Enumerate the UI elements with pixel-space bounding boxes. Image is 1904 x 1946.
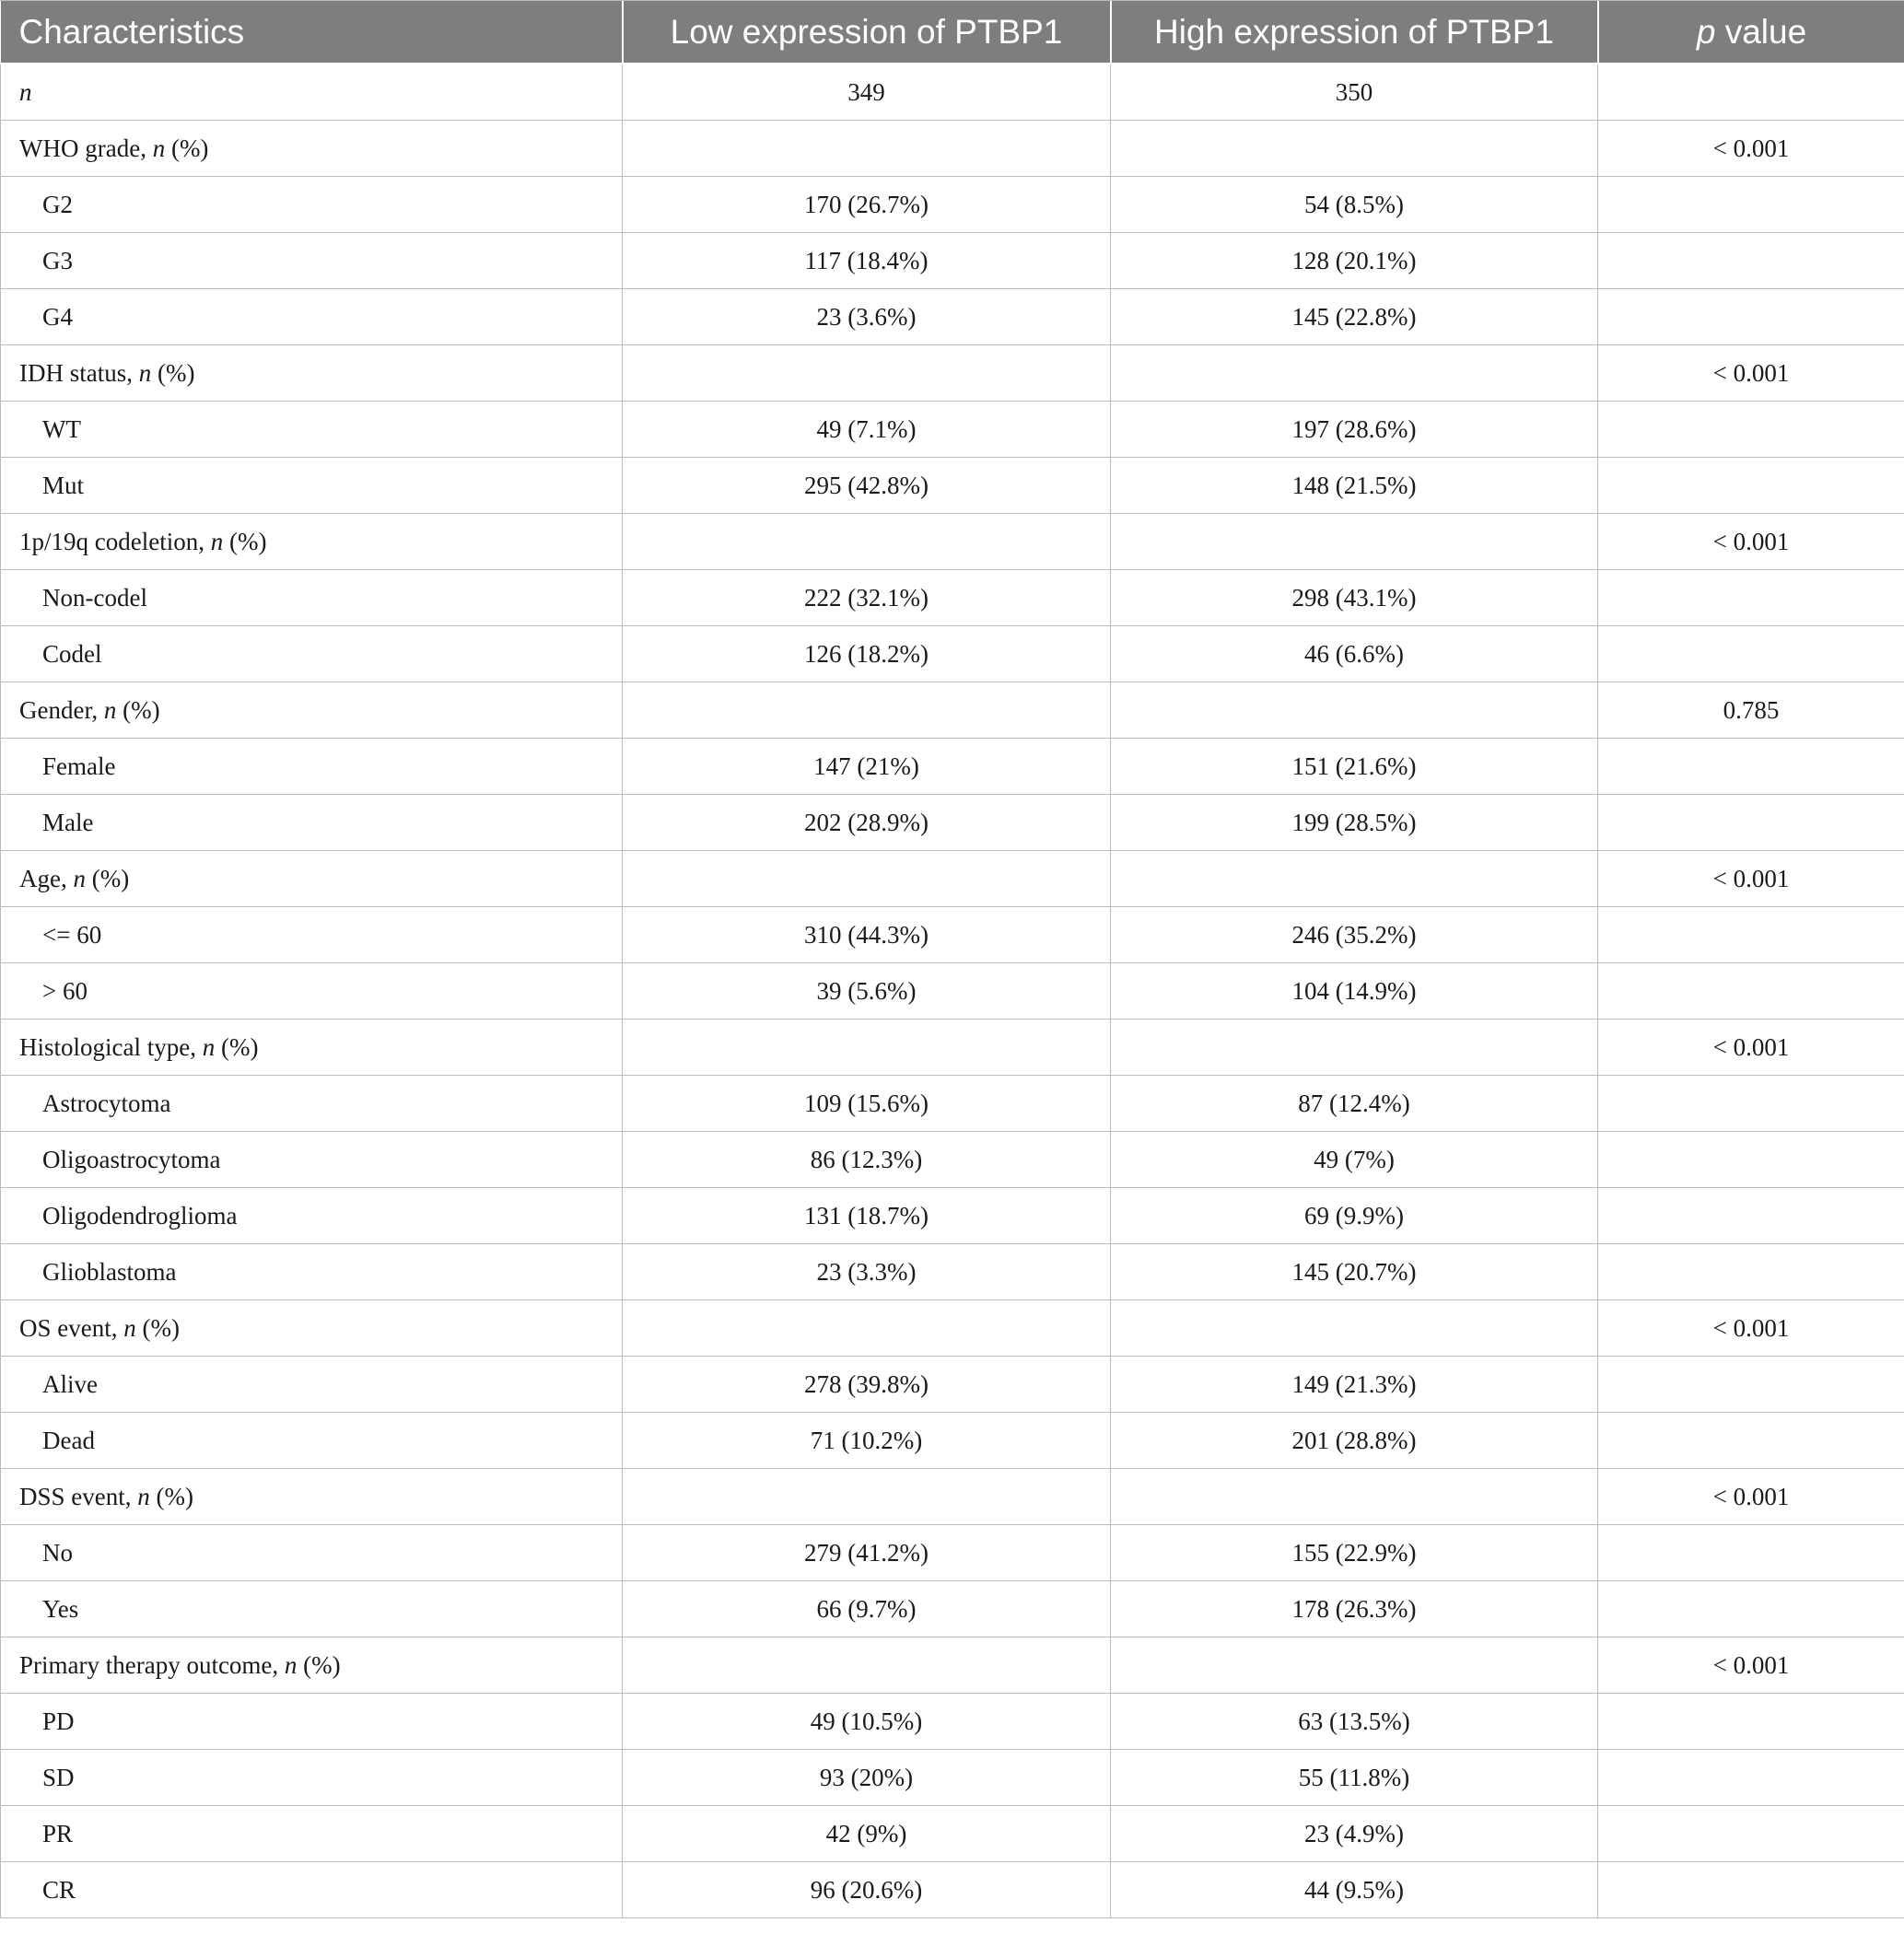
cell-high-expression: 145 (20.7%): [1111, 1244, 1598, 1300]
label-text: OS event,: [19, 1313, 124, 1342]
cell-p-value: [1598, 626, 1904, 682]
row-label: [1, 1020, 623, 1076]
table-row: [1, 1525, 1904, 1581]
cell-p-value: < 0.001: [1598, 851, 1904, 907]
cell-high-expression: 46 (6.6%): [1111, 626, 1598, 682]
table-row: [1, 1581, 1904, 1637]
row-sublabel: [1, 177, 623, 233]
cell-low-expression: [623, 121, 1111, 177]
table-row: [1, 907, 1904, 963]
table-row: [1, 458, 1904, 514]
table-row: [1, 177, 1904, 233]
cell-p-value: [1598, 402, 1904, 458]
row-sublabel: [1, 1581, 623, 1637]
row-sublabel: [1, 1244, 623, 1300]
label-text: Yes: [42, 1594, 79, 1623]
label-text: Histological type,: [19, 1032, 203, 1061]
cell-low-expression: 66 (9.7%): [623, 1581, 1111, 1637]
cell-p-value: < 0.001: [1598, 1637, 1904, 1694]
cell-high-expression: [1111, 682, 1598, 739]
cell-low-expression: [623, 514, 1111, 570]
cell-p-value: < 0.001: [1598, 345, 1904, 402]
row-sublabel: [1, 1076, 623, 1132]
table-row: [1, 233, 1904, 289]
table-row: [1, 1300, 1904, 1357]
row-sublabel: [1, 626, 623, 682]
label-text: Oligodendroglioma: [42, 1201, 238, 1229]
header-p-value: [1598, 1, 1904, 64]
cell-p-value: [1598, 570, 1904, 626]
cell-low-expression: 49 (10.5%): [623, 1694, 1111, 1750]
cell-low-expression: 109 (15.6%): [623, 1076, 1111, 1132]
cell-p-value: [1598, 1525, 1904, 1581]
cell-low-expression: 222 (32.1%): [623, 570, 1111, 626]
table-row: [1, 1076, 1904, 1132]
label-suffix: (%): [116, 695, 160, 724]
cell-p-value: < 0.001: [1598, 1300, 1904, 1357]
cell-low-expression: 96 (20.6%): [623, 1862, 1111, 1918]
cell-low-expression: 279 (41.2%): [623, 1525, 1111, 1581]
label-suffix: (%): [297, 1650, 341, 1679]
row-label: [1, 1637, 623, 1694]
label-suffix: (%): [215, 1032, 259, 1061]
cell-p-value: [1598, 907, 1904, 963]
cell-high-expression: [1111, 514, 1598, 570]
cell-high-expression: 55 (11.8%): [1111, 1750, 1598, 1806]
label-text: G4: [42, 302, 73, 331]
cell-high-expression: 49 (7%): [1111, 1132, 1598, 1188]
characteristics-table: [0, 1, 1904, 1918]
cell-high-expression: 63 (13.5%): [1111, 1694, 1598, 1750]
cell-high-expression: 199 (28.5%): [1111, 795, 1598, 851]
row-sublabel: [1, 458, 623, 514]
table-row: [1, 1188, 1904, 1244]
table-row: [1, 64, 1904, 121]
label-text: Oligoastrocytoma: [42, 1145, 221, 1173]
label-text: Primary therapy outcome,: [19, 1650, 285, 1679]
row-label: [1, 851, 623, 907]
cell-low-expression: 202 (28.9%): [623, 795, 1111, 851]
table-row: [1, 1020, 1904, 1076]
label-text: Male: [42, 808, 94, 836]
row-sublabel: [1, 907, 623, 963]
row-sublabel: [1, 1806, 623, 1862]
table-row: [1, 1132, 1904, 1188]
cell-high-expression: 201 (28.8%): [1111, 1413, 1598, 1469]
table-row: [1, 1244, 1904, 1300]
table-row: [1, 121, 1904, 177]
table-row: [1, 626, 1904, 682]
cell-high-expression: 128 (20.1%): [1111, 233, 1598, 289]
cell-high-expression: 155 (22.9%): [1111, 1525, 1598, 1581]
label-text: Age,: [19, 864, 74, 892]
cell-p-value: [1598, 233, 1904, 289]
cell-high-expression: 350: [1111, 64, 1598, 121]
cell-low-expression: 278 (39.8%): [623, 1357, 1111, 1413]
label-text: Astrocytoma: [42, 1089, 171, 1117]
table-row: [1, 1357, 1904, 1413]
cell-p-value: [1598, 1076, 1904, 1132]
cell-low-expression: [623, 1637, 1111, 1694]
label-text: WHO grade,: [19, 134, 153, 162]
cell-low-expression: [623, 1300, 1111, 1357]
cell-high-expression: 298 (43.1%): [1111, 570, 1598, 626]
cell-high-expression: 44 (9.5%): [1111, 1862, 1598, 1918]
label-text: 1p/19q codeletion,: [19, 527, 211, 555]
table-row: [1, 682, 1904, 739]
cell-low-expression: 126 (18.2%): [623, 626, 1111, 682]
cell-p-value: [1598, 177, 1904, 233]
row-sublabel: [1, 1413, 623, 1469]
cell-p-value: [1598, 1581, 1904, 1637]
cell-p-value: [1598, 1244, 1904, 1300]
row-sublabel: [1, 1132, 623, 1188]
cell-low-expression: 71 (10.2%): [623, 1413, 1111, 1469]
cell-low-expression: [623, 1020, 1111, 1076]
row-sublabel: [1, 1750, 623, 1806]
cell-high-expression: 54 (8.5%): [1111, 177, 1598, 233]
row-sublabel: [1, 739, 623, 795]
cell-high-expression: 87 (12.4%): [1111, 1076, 1598, 1132]
label-italic: n: [103, 695, 117, 724]
label-italic: n: [138, 358, 152, 387]
cell-high-expression: [1111, 851, 1598, 907]
label-text: No: [42, 1538, 73, 1567]
cell-low-expression: [623, 345, 1111, 402]
row-sublabel: [1, 1188, 623, 1244]
label-italic: n: [73, 864, 86, 892]
cell-low-expression: 131 (18.7%): [623, 1188, 1111, 1244]
cell-p-value: 0.785: [1598, 682, 1904, 739]
cell-low-expression: 42 (9%): [623, 1806, 1111, 1862]
row-sublabel: [1, 402, 623, 458]
cell-high-expression: 145 (22.8%): [1111, 289, 1598, 345]
cell-low-expression: 349: [623, 64, 1111, 121]
cell-low-expression: 39 (5.6%): [623, 963, 1111, 1020]
cell-low-expression: 49 (7.1%): [623, 402, 1111, 458]
cell-p-value: < 0.001: [1598, 121, 1904, 177]
cell-low-expression: [623, 851, 1111, 907]
label-italic: n: [19, 77, 32, 106]
cell-high-expression: 23 (4.9%): [1111, 1806, 1598, 1862]
cell-high-expression: 151 (21.6%): [1111, 739, 1598, 795]
label-text: CR: [42, 1875, 76, 1904]
row-sublabel: [1, 289, 623, 345]
label-italic: n: [284, 1650, 298, 1679]
cell-p-value: [1598, 1750, 1904, 1806]
label-suffix: (%): [223, 527, 267, 555]
label-italic: n: [210, 527, 224, 555]
cell-high-expression: [1111, 1469, 1598, 1525]
cell-low-expression: 295 (42.8%): [623, 458, 1111, 514]
label-text: PR: [42, 1819, 74, 1847]
cell-low-expression: 23 (3.3%): [623, 1244, 1111, 1300]
header-row: [1, 1, 1904, 64]
cell-low-expression: 170 (26.7%): [623, 177, 1111, 233]
header-characteristics: Characteristics: [1, 1, 623, 64]
table-row: [1, 795, 1904, 851]
cell-high-expression: 246 (35.2%): [1111, 907, 1598, 963]
table-body: [1, 64, 1904, 1918]
row-sublabel: [1, 1694, 623, 1750]
label-text: Female: [42, 752, 116, 780]
cell-p-value: [1598, 1694, 1904, 1750]
cell-p-value: [1598, 1132, 1904, 1188]
row-sublabel: [1, 795, 623, 851]
table-row: [1, 1469, 1904, 1525]
cell-p-value: [1598, 1188, 1904, 1244]
label-text: Alive: [42, 1369, 98, 1398]
cell-p-value: [1598, 289, 1904, 345]
cell-low-expression: [623, 682, 1111, 739]
row-label: [1, 1469, 623, 1525]
label-text: G2: [42, 190, 73, 218]
cell-high-expression: [1111, 345, 1598, 402]
label-italic: n: [152, 134, 166, 162]
cell-high-expression: [1111, 1020, 1598, 1076]
row-label: [1, 345, 623, 402]
table-row: [1, 1862, 1904, 1918]
label-suffix: (%): [151, 358, 195, 387]
cell-p-value: [1598, 1413, 1904, 1469]
table-row: [1, 1750, 1904, 1806]
row-label: [1, 1300, 623, 1357]
table-row: [1, 1806, 1904, 1862]
cell-high-expression: 197 (28.6%): [1111, 402, 1598, 458]
label-suffix: (%): [165, 134, 209, 162]
cell-high-expression: [1111, 121, 1598, 177]
row-label: [1, 514, 623, 570]
cell-low-expression: 147 (21%): [623, 739, 1111, 795]
cell-high-expression: 104 (14.9%): [1111, 963, 1598, 1020]
cell-p-value: < 0.001: [1598, 514, 1904, 570]
cell-p-value: [1598, 1806, 1904, 1862]
label-text: > 60: [42, 976, 88, 1005]
row-sublabel: [1, 1862, 623, 1918]
label-text: IDH status,: [19, 358, 139, 387]
cell-low-expression: 310 (44.3%): [623, 907, 1111, 963]
table-row: [1, 402, 1904, 458]
cell-low-expression: 93 (20%): [623, 1750, 1111, 1806]
cell-p-value: < 0.001: [1598, 1469, 1904, 1525]
cell-high-expression: 148 (21.5%): [1111, 458, 1598, 514]
label-suffix: (%): [149, 1482, 193, 1510]
label-suffix: (%): [85, 864, 130, 892]
label-text: <= 60: [42, 920, 102, 949]
label-text: Dead: [42, 1426, 95, 1454]
label-text: Non-codel: [42, 583, 147, 612]
cell-p-value: [1598, 458, 1904, 514]
header-high-expression: High expression of PTBP1: [1111, 1, 1598, 64]
label-text: WT: [42, 414, 81, 443]
cell-p-value: [1598, 1357, 1904, 1413]
label-text: SD: [42, 1763, 75, 1791]
row-label: [1, 682, 623, 739]
header-p-rest: value: [1715, 12, 1807, 51]
table-row: [1, 851, 1904, 907]
cell-p-value: [1598, 739, 1904, 795]
row-sublabel: [1, 963, 623, 1020]
label-text: Glioblastoma: [42, 1257, 177, 1286]
table-row: [1, 963, 1904, 1020]
cell-low-expression: 117 (18.4%): [623, 233, 1111, 289]
label-text: DSS event,: [19, 1482, 138, 1510]
header-low-expression: Low expression of PTBP1: [623, 1, 1111, 64]
row-sublabel: [1, 233, 623, 289]
row-label: [1, 64, 623, 121]
label-suffix: (%): [135, 1313, 180, 1342]
row-sublabel: [1, 1525, 623, 1581]
cell-p-value: < 0.001: [1598, 1020, 1904, 1076]
table-row: [1, 345, 1904, 402]
cell-high-expression: 149 (21.3%): [1111, 1357, 1598, 1413]
header-p-italic: p: [1696, 12, 1716, 51]
table-row: [1, 570, 1904, 626]
cell-p-value: [1598, 64, 1904, 121]
row-sublabel: [1, 570, 623, 626]
label-italic: n: [137, 1482, 150, 1510]
table-row: [1, 1694, 1904, 1750]
label-italic: n: [123, 1313, 136, 1342]
cell-low-expression: 86 (12.3%): [623, 1132, 1111, 1188]
cell-high-expression: [1111, 1637, 1598, 1694]
cell-high-expression: [1111, 1300, 1598, 1357]
label-text: G3: [42, 246, 73, 274]
label-text: Gender,: [19, 695, 104, 724]
table-row: [1, 289, 1904, 345]
label-text: Mut: [42, 471, 85, 499]
cell-p-value: [1598, 795, 1904, 851]
cell-high-expression: 69 (9.9%): [1111, 1188, 1598, 1244]
table-row: [1, 514, 1904, 570]
cell-p-value: [1598, 963, 1904, 1020]
table-header: [1, 1, 1904, 64]
cell-low-expression: 23 (3.6%): [623, 289, 1111, 345]
table-row: [1, 1413, 1904, 1469]
label-text: Codel: [42, 639, 102, 668]
row-label: [1, 121, 623, 177]
table-row: [1, 1637, 1904, 1694]
cell-high-expression: 178 (26.3%): [1111, 1581, 1598, 1637]
label-text: PD: [42, 1707, 75, 1735]
cell-p-value: [1598, 1862, 1904, 1918]
label-italic: n: [202, 1032, 216, 1061]
cell-low-expression: [623, 1469, 1111, 1525]
table-row: [1, 739, 1904, 795]
row-sublabel: [1, 1357, 623, 1413]
